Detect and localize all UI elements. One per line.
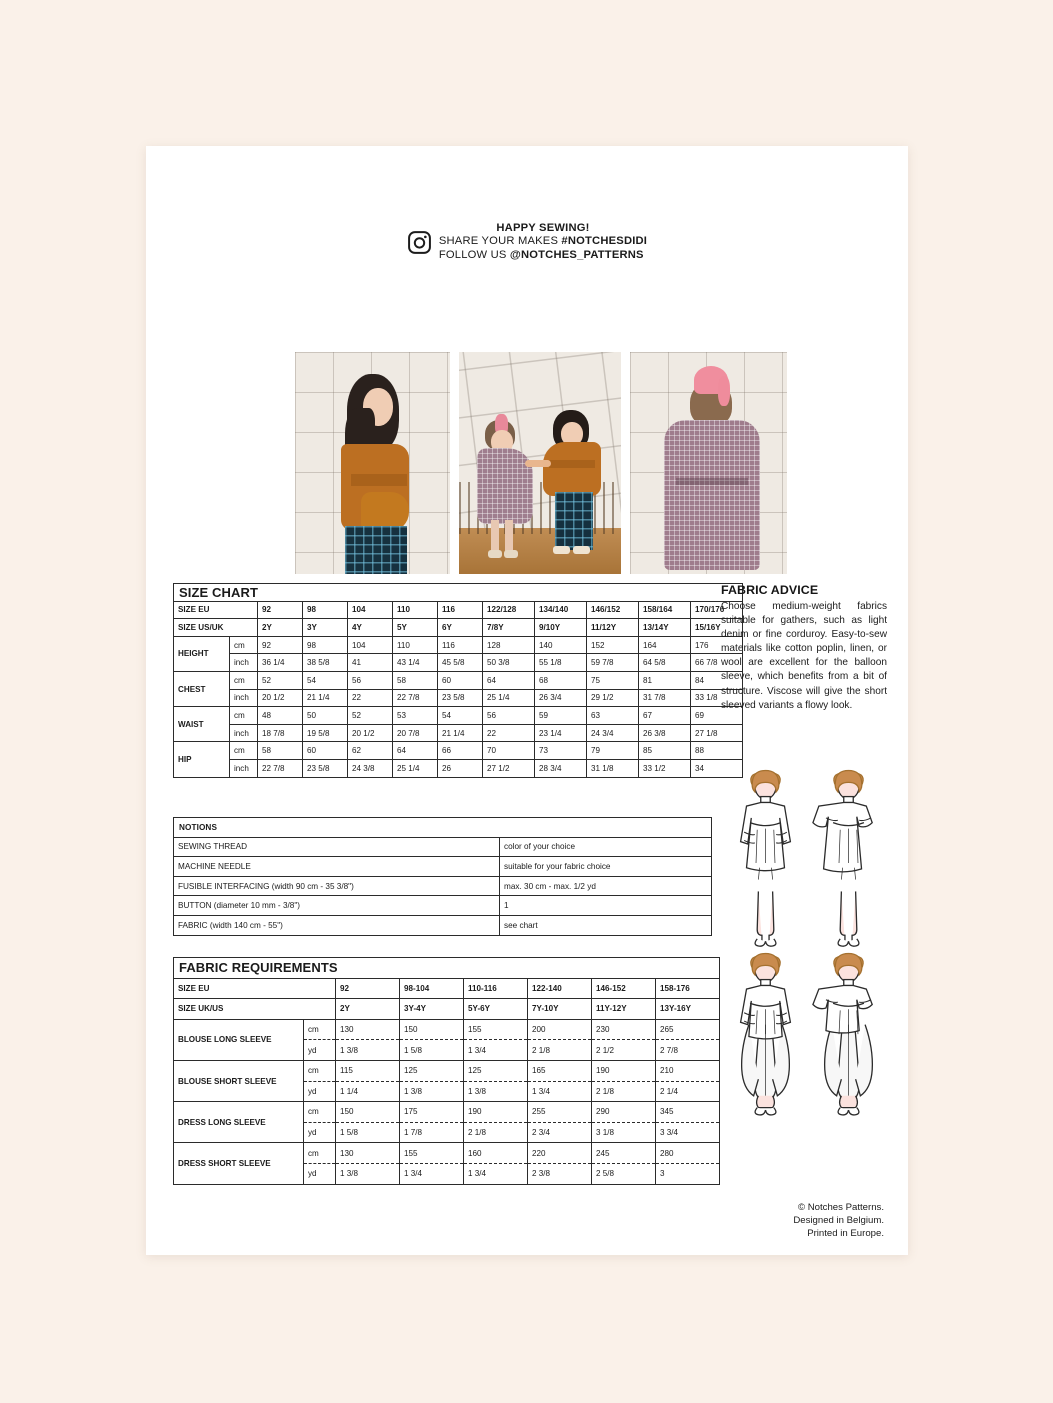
variant-value-yd: 1 7/8 [400, 1122, 464, 1143]
measurement-value-cm: 88 [691, 742, 743, 760]
measurement-value-cm: 50 [303, 707, 348, 725]
measurement-value-inch: 29 1/2 [587, 689, 639, 707]
notion-value: color of your choice [500, 837, 712, 857]
measurement-value-inch: 26 3/4 [535, 689, 587, 707]
notion-item: BUTTON (diameter 10 mm - 3/8") [174, 896, 500, 916]
measurement-value-inch: 26 3/8 [639, 724, 691, 742]
measurement-row-cm [174, 671, 743, 689]
measurement-row-inch [174, 724, 743, 742]
variant-value-cm: 245 [592, 1143, 656, 1164]
size-chart-title-row [174, 584, 743, 602]
measurement-value-cm: 68 [535, 671, 587, 689]
measurement-value-cm: 116 [438, 636, 483, 654]
variant-value-yd: 1 5/8 [336, 1122, 400, 1143]
flat-blouse-long-sleeve [724, 951, 807, 1134]
variant-value-cm: 280 [656, 1143, 720, 1164]
variant-value-yd: 3 [656, 1163, 720, 1184]
fabric-advice-body: Choose medium-weight fabrics suitable for gathers, such as light denim or fine corduroy. Easy-to-sew materials like cotton poplin, linen, or wool are excellent for the balloon sleeve, which benefits from a bit of structure. Viscose will give the short sleeved variants a flowy look. [721, 601, 887, 711]
fabreq-eu-value: 92 [336, 978, 400, 999]
fabreq-variant-row-cm [174, 1102, 720, 1123]
measurement-value-inch: 28 3/4 [535, 759, 587, 777]
variant-value-cm: 190 [464, 1102, 528, 1123]
notion-value: suitable for your fabric choice [500, 857, 712, 877]
size-usuk-value: 9/10Y [535, 619, 587, 637]
variant-value-yd: 2 3/4 [528, 1122, 592, 1143]
variant-value-yd: 2 1/2 [592, 1040, 656, 1061]
variant-value-cm: 230 [592, 1019, 656, 1040]
measurement-value-cm: 53 [393, 707, 438, 725]
measurement-value-inch: 22 7/8 [393, 689, 438, 707]
measurement-value-cm: 164 [639, 636, 691, 654]
fabreq-ukus-value: 3Y-4Y [400, 999, 464, 1020]
size-eu-value: 158/164 [639, 601, 691, 619]
fabreq-eu-value: 158-176 [656, 978, 720, 999]
notion-value: max. 30 cm - max. 1/2 yd [500, 876, 712, 896]
variant-value-yd: 2 5/8 [592, 1163, 656, 1184]
measurement-value-cm: 60 [438, 671, 483, 689]
flat-dress-long-sleeve [724, 768, 807, 951]
notion-value: 1 [500, 896, 712, 916]
measurement-value-inch: 21 1/4 [438, 724, 483, 742]
share-makes-text: SHARE YOUR MAKES #NOTCHESDIDI [438, 235, 648, 248]
measurement-value-cm: 48 [258, 707, 303, 725]
footer-line-designed: Designed in Belgium. [793, 1215, 884, 1226]
size-eu-value: 122/128 [483, 601, 535, 619]
notion-value: see chart [500, 915, 712, 935]
technical-flats [724, 768, 890, 1098]
variant-value-yd: 3 1/8 [592, 1122, 656, 1143]
measurement-value-cm: 152 [587, 636, 639, 654]
measurement-label: HEIGHT [174, 636, 230, 671]
follow-us-text: FOLLOW US @NOTCHES_PATTERNS [438, 248, 644, 261]
variant-value-cm: 160 [464, 1143, 528, 1164]
fabreq-variant-row-cm [174, 1143, 720, 1164]
happy-sewing-text: HAPPY SEWING! [496, 222, 590, 234]
measurement-value-cm: 54 [303, 671, 348, 689]
notions-row [174, 837, 712, 857]
variant-label: BLOUSE LONG SLEEVE [174, 1019, 304, 1060]
fabreq-eu-label: SIZE EU [174, 978, 336, 999]
measurement-value-cm: 62 [348, 742, 393, 760]
measurement-value-inch: 24 3/4 [587, 724, 639, 742]
fabreq-eu-value: 122-140 [528, 978, 592, 999]
fabric-requirements-title: FABRIC REQUIREMENTS [174, 958, 720, 979]
fabreq-ukus-value: 5Y-6Y [464, 999, 528, 1020]
measurement-value-cm: 52 [258, 671, 303, 689]
measurement-value-inch: 22 [348, 689, 393, 707]
variant-value-cm: 150 [336, 1102, 400, 1123]
measurement-value-cm: 140 [535, 636, 587, 654]
variant-value-cm: 125 [464, 1060, 528, 1081]
variant-value-yd: 1 3/4 [400, 1163, 464, 1184]
variant-value-cm: 130 [336, 1019, 400, 1040]
variant-value-yd: 1 5/8 [400, 1040, 464, 1061]
measurement-value-inch: 27 1/8 [691, 724, 743, 742]
size-usuk-value: 11/12Y [587, 619, 639, 637]
variant-value-cm: 345 [656, 1102, 720, 1123]
measurement-value-inch: 27 1/2 [483, 759, 535, 777]
measurement-value-cm: 104 [348, 636, 393, 654]
variant-value-yd: 3 3/4 [656, 1122, 720, 1143]
variant-value-cm: 255 [528, 1102, 592, 1123]
measurement-value-cm: 92 [258, 636, 303, 654]
notions-row [174, 896, 712, 916]
measurement-value-inch: 50 3/8 [483, 654, 535, 672]
measurement-value-inch: 43 1/4 [393, 654, 438, 672]
instagram-icon [407, 230, 432, 255]
fabreq-eu-value: 98-104 [400, 978, 464, 999]
measurement-value-cm: 85 [639, 742, 691, 760]
variant-value-yd: 1 3/8 [400, 1081, 464, 1102]
measurement-row-inch [174, 759, 743, 777]
unit-label: cm [230, 742, 258, 760]
measurement-row-inch [174, 689, 743, 707]
variant-value-yd: 1 3/4 [464, 1163, 528, 1184]
size-eu-value: 92 [258, 601, 303, 619]
measurement-value-cm: 70 [483, 742, 535, 760]
variant-value-yd: 1 3/8 [464, 1081, 528, 1102]
photo-girl-check-dress-back [630, 352, 787, 574]
measurement-value-inch: 21 1/4 [303, 689, 348, 707]
variant-value-yd: 1 3/8 [336, 1040, 400, 1061]
size-chart-eu-row [174, 601, 743, 619]
fabreq-ukus-row [174, 999, 720, 1020]
variant-value-cm: 165 [528, 1060, 592, 1081]
photo-strip [295, 352, 787, 574]
measurement-value-cm: 79 [587, 742, 639, 760]
measurement-row-cm [174, 742, 743, 760]
measurement-value-inch: 22 7/8 [258, 759, 303, 777]
measurement-value-inch: 64 5/8 [639, 654, 691, 672]
size-chart-section [173, 583, 725, 778]
size-eu-value: 104 [348, 601, 393, 619]
footer-credits [793, 1201, 884, 1240]
measurement-value-cm: 58 [393, 671, 438, 689]
unit-label: yd [304, 1163, 336, 1184]
notions-title-row [174, 818, 712, 838]
photo-two-girls-holding-hands [459, 352, 621, 574]
size-eu-value: 134/140 [535, 601, 587, 619]
flat-dress-short-sleeve [807, 768, 890, 951]
measurement-value-inch: 45 5/8 [438, 654, 483, 672]
variant-value-cm: 210 [656, 1060, 720, 1081]
fabric-requirements-section [173, 957, 720, 1185]
measurement-value-inch: 26 [438, 759, 483, 777]
measurement-row-cm [174, 707, 743, 725]
notions-section [173, 817, 711, 936]
unit-label: cm [230, 707, 258, 725]
notions-row [174, 915, 712, 935]
unit-label: inch [230, 759, 258, 777]
measurement-value-inch: 55 1/8 [535, 654, 587, 672]
notions-row [174, 876, 712, 896]
size-usuk-value: 6Y [438, 619, 483, 637]
notion-item: FUSIBLE INTERFACING (width 90 cm - 35 3/8") [174, 876, 500, 896]
variant-value-cm: 190 [592, 1060, 656, 1081]
measurement-value-inch: 33 1/8 [691, 689, 743, 707]
measurement-value-inch: 31 7/8 [639, 689, 691, 707]
fabric-advice-title: FABRIC ADVICE [721, 583, 819, 597]
unit-label: inch [230, 654, 258, 672]
measurement-value-cm: 54 [438, 707, 483, 725]
footer-line-copyright: © Notches Patterns. [798, 1202, 884, 1213]
size-chart-usuk-row [174, 619, 743, 637]
measurement-value-cm: 56 [348, 671, 393, 689]
unit-label: yd [304, 1122, 336, 1143]
fabreq-eu-row [174, 978, 720, 999]
fabreq-title-row [174, 958, 720, 979]
fabreq-ukus-value: 11Y-12Y [592, 999, 656, 1020]
unit-label: inch [230, 689, 258, 707]
measurement-value-inch: 20 1/2 [258, 689, 303, 707]
notion-item: FABRIC (width 140 cm - 55") [174, 915, 500, 935]
size-chart-table [173, 583, 743, 778]
measurement-value-cm: 84 [691, 671, 743, 689]
variant-value-yd: 1 3/8 [336, 1163, 400, 1184]
variant-value-cm: 150 [400, 1019, 464, 1040]
unit-label: yd [304, 1081, 336, 1102]
unit-label: inch [230, 724, 258, 742]
variant-value-yd: 2 3/8 [528, 1163, 592, 1184]
measurement-value-inch: 19 5/8 [303, 724, 348, 742]
footer-line-printed: Printed in Europe. [807, 1228, 884, 1239]
measurement-label: HIP [174, 742, 230, 777]
measurement-value-cm: 69 [691, 707, 743, 725]
unit-label: cm [304, 1019, 336, 1040]
size-eu-label: SIZE EU [174, 601, 258, 619]
variant-value-cm: 125 [400, 1060, 464, 1081]
measurement-value-cm: 56 [483, 707, 535, 725]
fabreq-variant-row-cm [174, 1060, 720, 1081]
measurement-value-cm: 67 [639, 707, 691, 725]
size-usuk-value: 5Y [393, 619, 438, 637]
size-eu-value: 110 [393, 601, 438, 619]
measurement-value-inch: 25 1/4 [393, 759, 438, 777]
social-header [146, 222, 908, 262]
measurement-value-cm: 73 [535, 742, 587, 760]
fabric-advice-section [721, 583, 887, 713]
measurement-value-cm: 98 [303, 636, 348, 654]
fabreq-eu-value: 146-152 [592, 978, 656, 999]
measurement-value-inch: 24 3/8 [348, 759, 393, 777]
variant-label: DRESS SHORT SLEEVE [174, 1143, 304, 1184]
variant-value-cm: 115 [336, 1060, 400, 1081]
measurement-label: WAIST [174, 707, 230, 742]
variant-value-cm: 175 [400, 1102, 464, 1123]
measurement-value-inch: 23 1/4 [535, 724, 587, 742]
measurement-value-cm: 75 [587, 671, 639, 689]
unit-label: cm [304, 1060, 336, 1081]
size-usuk-value: 4Y [348, 619, 393, 637]
unit-label: cm [304, 1102, 336, 1123]
measurement-value-inch: 34 [691, 759, 743, 777]
measurement-value-cm: 60 [303, 742, 348, 760]
size-eu-value: 146/152 [587, 601, 639, 619]
size-usuk-value: 3Y [303, 619, 348, 637]
variant-value-cm: 130 [336, 1143, 400, 1164]
fabreq-variant-row-cm [174, 1019, 720, 1040]
variant-label: DRESS LONG SLEEVE [174, 1102, 304, 1143]
variant-value-yd: 2 7/8 [656, 1040, 720, 1061]
measurement-value-cm: 64 [393, 742, 438, 760]
measurement-value-inch: 36 1/4 [258, 654, 303, 672]
size-eu-value: 116 [438, 601, 483, 619]
measurement-value-cm: 81 [639, 671, 691, 689]
measurement-row-cm [174, 636, 743, 654]
size-usuk-label: SIZE US/UK [174, 619, 258, 637]
size-eu-value: 98 [303, 601, 348, 619]
measurement-value-inch: 20 7/8 [393, 724, 438, 742]
variant-value-cm: 290 [592, 1102, 656, 1123]
photo-girl-rust-blouse-side [295, 352, 450, 574]
measurement-value-inch: 59 7/8 [587, 654, 639, 672]
measurement-value-inch: 66 7/8 [691, 654, 743, 672]
measurement-value-cm: 110 [393, 636, 438, 654]
notions-title: NOTIONS [174, 818, 712, 838]
variant-value-cm: 220 [528, 1143, 592, 1164]
variant-value-yd: 1 3/4 [528, 1081, 592, 1102]
variant-value-yd: 2 1/4 [656, 1081, 720, 1102]
size-usuk-value: 15/16Y [691, 619, 743, 637]
variant-value-yd: 2 1/8 [464, 1122, 528, 1143]
measurement-value-inch: 23 5/8 [438, 689, 483, 707]
size-chart-title: SIZE CHART [174, 584, 743, 602]
flat-blouse-short-sleeve [807, 951, 890, 1134]
measurement-value-cm: 176 [691, 636, 743, 654]
measurement-value-inch: 23 5/8 [303, 759, 348, 777]
measurement-value-cm: 66 [438, 742, 483, 760]
unit-label: cm [304, 1143, 336, 1164]
fabric-requirements-table [173, 957, 720, 1185]
variant-value-cm: 265 [656, 1019, 720, 1040]
measurement-value-cm: 52 [348, 707, 393, 725]
notion-item: MACHINE NEEDLE [174, 857, 500, 877]
measurement-label: CHEST [174, 671, 230, 706]
variant-value-cm: 200 [528, 1019, 592, 1040]
size-usuk-value: 7/8Y [483, 619, 535, 637]
measurement-value-inch: 25 1/4 [483, 689, 535, 707]
unit-label: yd [304, 1040, 336, 1061]
variant-label: BLOUSE SHORT SLEEVE [174, 1060, 304, 1101]
unit-label: cm [230, 671, 258, 689]
measurement-value-inch: 38 5/8 [303, 654, 348, 672]
fabreq-ukus-value: 13Y-16Y [656, 999, 720, 1020]
measurement-value-inch: 22 [483, 724, 535, 742]
size-usuk-value: 2Y [258, 619, 303, 637]
measurement-row-inch [174, 654, 743, 672]
notions-row [174, 857, 712, 877]
notions-table [173, 817, 712, 936]
pattern-page [146, 146, 908, 1255]
variant-value-yd: 2 1/8 [592, 1081, 656, 1102]
variant-value-yd: 1 1/4 [336, 1081, 400, 1102]
measurement-value-cm: 128 [483, 636, 535, 654]
variant-value-yd: 2 1/8 [528, 1040, 592, 1061]
notion-item: SEWING THREAD [174, 837, 500, 857]
variant-value-yd: 1 3/4 [464, 1040, 528, 1061]
size-usuk-value: 13/14Y [639, 619, 691, 637]
variant-value-cm: 155 [464, 1019, 528, 1040]
fabreq-ukus-label: SIZE UK/US [174, 999, 336, 1020]
measurement-value-inch: 31 1/8 [587, 759, 639, 777]
measurement-value-cm: 63 [587, 707, 639, 725]
measurement-value-cm: 64 [483, 671, 535, 689]
size-eu-value: 170/176 [691, 601, 743, 619]
unit-label: cm [230, 636, 258, 654]
measurement-value-inch: 18 7/8 [258, 724, 303, 742]
fabreq-ukus-value: 7Y-10Y [528, 999, 592, 1020]
measurement-value-inch: 20 1/2 [348, 724, 393, 742]
measurement-value-inch: 33 1/2 [639, 759, 691, 777]
fabreq-eu-value: 110-116 [464, 978, 528, 999]
measurement-value-cm: 59 [535, 707, 587, 725]
measurement-value-inch: 41 [348, 654, 393, 672]
variant-value-cm: 155 [400, 1143, 464, 1164]
measurement-value-cm: 58 [258, 742, 303, 760]
fabreq-ukus-value: 2Y [336, 999, 400, 1020]
